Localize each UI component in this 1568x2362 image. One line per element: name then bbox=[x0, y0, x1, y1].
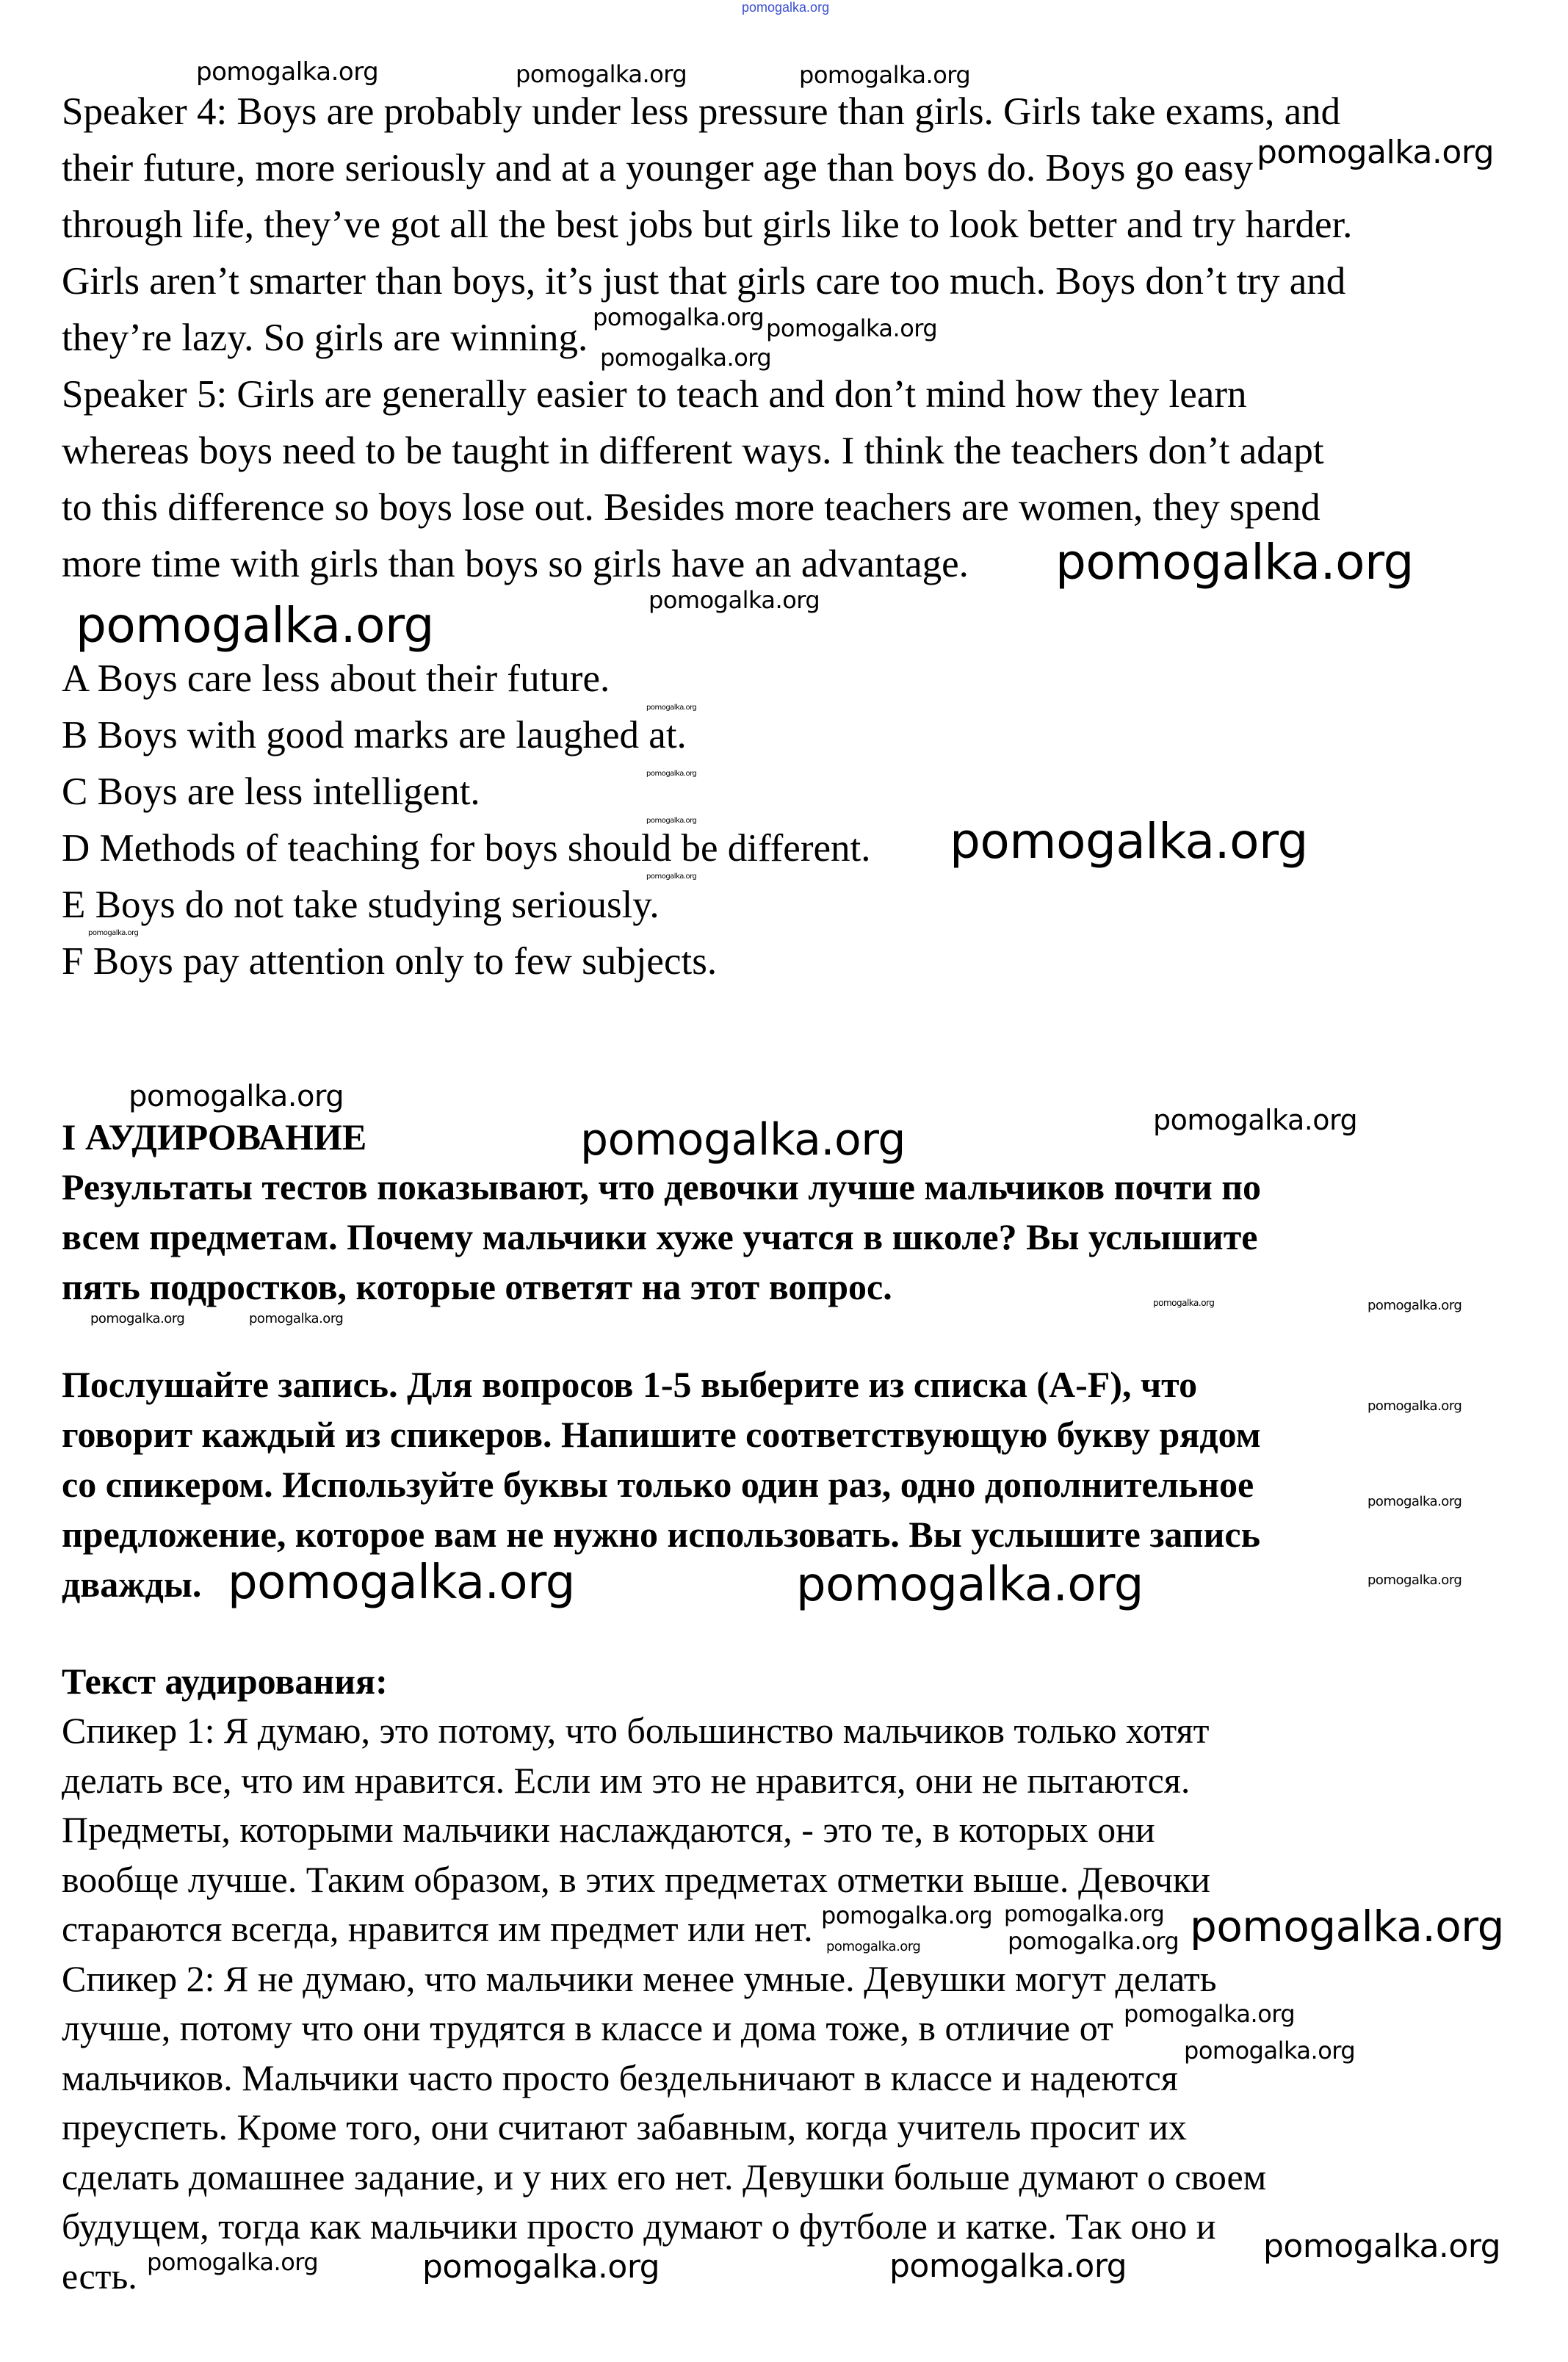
watermark: pomogalka.org bbox=[600, 344, 772, 372]
watermark: pomogalka.org bbox=[1153, 1104, 1358, 1136]
header-watermark: pomogalka.org bbox=[742, 0, 830, 15]
answer-option: D Methods of teaching for boys should be different. bbox=[62, 827, 871, 870]
watermark: pomogalka.org bbox=[1368, 1398, 1462, 1414]
watermark: pomogalka.org bbox=[1257, 134, 1495, 171]
watermark: pomogalka.org bbox=[1263, 2228, 1501, 2265]
watermark: pomogalka.org bbox=[799, 61, 971, 89]
watermark: pomogalka.org bbox=[1368, 1494, 1462, 1509]
watermark: pomogalka.org bbox=[646, 817, 697, 825]
transcript-line: Спикер 2: Я не думаю, что мальчики менее умные. Девушки могут делать bbox=[62, 1957, 1217, 1999]
transcript-line: through life, they’ve got all the best jobs but girls like to look better and try harder. bbox=[62, 203, 1353, 246]
instruction-line: Послушайте запись. Для вопросов 1-5 выберите из списка (A-F), что bbox=[62, 1364, 1198, 1405]
watermark: pomogalka.org bbox=[196, 57, 379, 87]
watermark: pomogalka.org bbox=[796, 1558, 1144, 1612]
watermark: pomogalka.org bbox=[593, 303, 765, 331]
watermark: pomogalka.org bbox=[516, 60, 687, 88]
watermark: pomogalka.org bbox=[821, 1901, 993, 1929]
watermark: pomogalka.org bbox=[249, 1311, 344, 1326]
transcript-line: Girls aren’t smarter than boys, it’s just that girls care too much. Boys don’t try and bbox=[62, 260, 1346, 303]
watermark: pomogalka.org bbox=[147, 2248, 319, 2276]
watermark: pomogalka.org bbox=[766, 314, 938, 342]
section-heading: I АУДИРОВАНИЕ bbox=[62, 1116, 367, 1157]
intro-line: Результаты тестов показывают, что девочки лучше мальчиков почти по bbox=[62, 1166, 1262, 1207]
watermark: pomogalka.org bbox=[1368, 1298, 1462, 1313]
transcript-line: they’re lazy. So girls are winning. bbox=[62, 317, 588, 359]
intro-line: всем предметам. Почему мальчики хуже учатся в школе? Вы услышите bbox=[62, 1216, 1258, 1257]
transcript-line: есть. bbox=[62, 2255, 137, 2297]
transcript-line: to this difference so boys lose out. Besides more teachers are women, they spend bbox=[62, 486, 1320, 529]
transcript-line: Speaker 5: Girls are generally easier to teach and don’t mind how they learn bbox=[62, 373, 1247, 416]
transcript-title: Текст аудирования: bbox=[62, 1661, 388, 1702]
answer-option: F Boys pay attention only to few subjects. bbox=[62, 940, 718, 983]
intro-line: пять подростков, которые ответят на этот вопрос. bbox=[62, 1266, 892, 1307]
english-transcript bbox=[62, 84, 1352, 593]
watermark: pomogalka.org bbox=[1055, 534, 1414, 590]
answer-option: C Boys are less intelligent. bbox=[62, 770, 480, 813]
watermark: pomogalka.org bbox=[1153, 1298, 1215, 1308]
transcript-line: сделать домашнее задание, и у них его нет. Девушки больше думают о своем bbox=[62, 2156, 1267, 2197]
transcript-line: вообще лучше. Таким образом, в этих предметах отметки выше. Девочки bbox=[62, 1858, 1210, 1900]
watermark: pomogalka.org bbox=[950, 813, 1308, 870]
instruction-line: со спикером. Используйте буквы только один раз, одно дополнительное bbox=[62, 1464, 1254, 1505]
transcript-line: Предметы, которыми мальчики наслаждаются, - это те, в которых они bbox=[62, 1809, 1155, 1850]
answer-option: E Boys do not take studying seriously. bbox=[62, 884, 660, 926]
watermark: pomogalka.org bbox=[129, 1080, 344, 1113]
watermark: pomogalka.org bbox=[422, 2248, 660, 2286]
watermark: pomogalka.org bbox=[1008, 1927, 1179, 1955]
transcript-line: their future, more seriously and at a younger age than boys do. Boys go easy bbox=[62, 147, 1253, 189]
transcript-line: more time with girls than boys so girls have an advantage. bbox=[62, 543, 969, 585]
watermark: pomogalka.org bbox=[648, 586, 820, 614]
watermark: pomogalka.org bbox=[1368, 1572, 1462, 1588]
watermark: pomogalka.org bbox=[228, 1556, 575, 1610]
answer-option: A Boys care less about their future. bbox=[62, 657, 610, 700]
transcript-line: Спикер 1: Я думаю, это потому, что большинство мальчиков только хотят bbox=[62, 1710, 1210, 1751]
watermark: pomogalka.org bbox=[76, 597, 434, 654]
instruction-line: говорит каждый из спикеров. Напишите соответствующую букву рядом bbox=[62, 1414, 1261, 1455]
watermark: pomogalka.org bbox=[580, 1114, 906, 1166]
instruction-line: дважды. bbox=[62, 1564, 202, 1605]
transcript-line: стараются всегда, нравится им предмет или нет. bbox=[62, 1908, 813, 1949]
transcript-line: whereas boys need to be taught in different ways. I think the teachers don’t adapt bbox=[62, 430, 1324, 472]
instruction-line: предложение, которое вам не нужно использовать. Вы услышите запись bbox=[62, 1514, 1261, 1555]
transcript-line: делать все, что им нравится. Если им это не нравится, они не пытаются. bbox=[62, 1759, 1191, 1801]
task-intro bbox=[62, 1162, 1261, 1312]
watermark: pomogalka.org bbox=[1124, 2000, 1296, 2028]
watermark: pomogalka.org bbox=[1184, 2037, 1356, 2065]
transcript-line: будущем, тогда как мальчики просто думают о футболе и катке. Так оно и bbox=[62, 2206, 1216, 2247]
answer-options bbox=[62, 651, 870, 990]
russian-transcript bbox=[62, 1706, 1266, 2301]
watermark: pomogalka.org bbox=[88, 929, 139, 937]
watermark: pomogalka.org bbox=[1190, 1901, 1504, 1951]
watermark: pomogalka.org bbox=[889, 2247, 1127, 2285]
watermark: pomogalka.org bbox=[646, 704, 697, 712]
transcript-line: лучше, потому что они трудятся в классе и дома тоже, в отличие от bbox=[62, 2007, 1113, 2048]
transcript-line: Speaker 4: Boys are probably under less pressure than girls. Girls take exams, and bbox=[62, 90, 1341, 133]
transcript-line: преуспеть. Кроме того, они считают забавным, когда учитель просит их bbox=[62, 2106, 1187, 2148]
watermark: pomogalka.org bbox=[646, 873, 697, 881]
watermark: pomogalka.org bbox=[90, 1311, 185, 1326]
watermark: pomogalka.org bbox=[1004, 1901, 1165, 1927]
transcript-line: мальчиков. Мальчики часто просто бездельничают в классе и надеются bbox=[62, 2056, 1178, 2098]
answer-option: B Boys with good marks are laughed at. bbox=[62, 714, 687, 756]
watermark: pomogalka.org bbox=[646, 770, 697, 778]
watermark: pomogalka.org bbox=[826, 1939, 921, 1954]
